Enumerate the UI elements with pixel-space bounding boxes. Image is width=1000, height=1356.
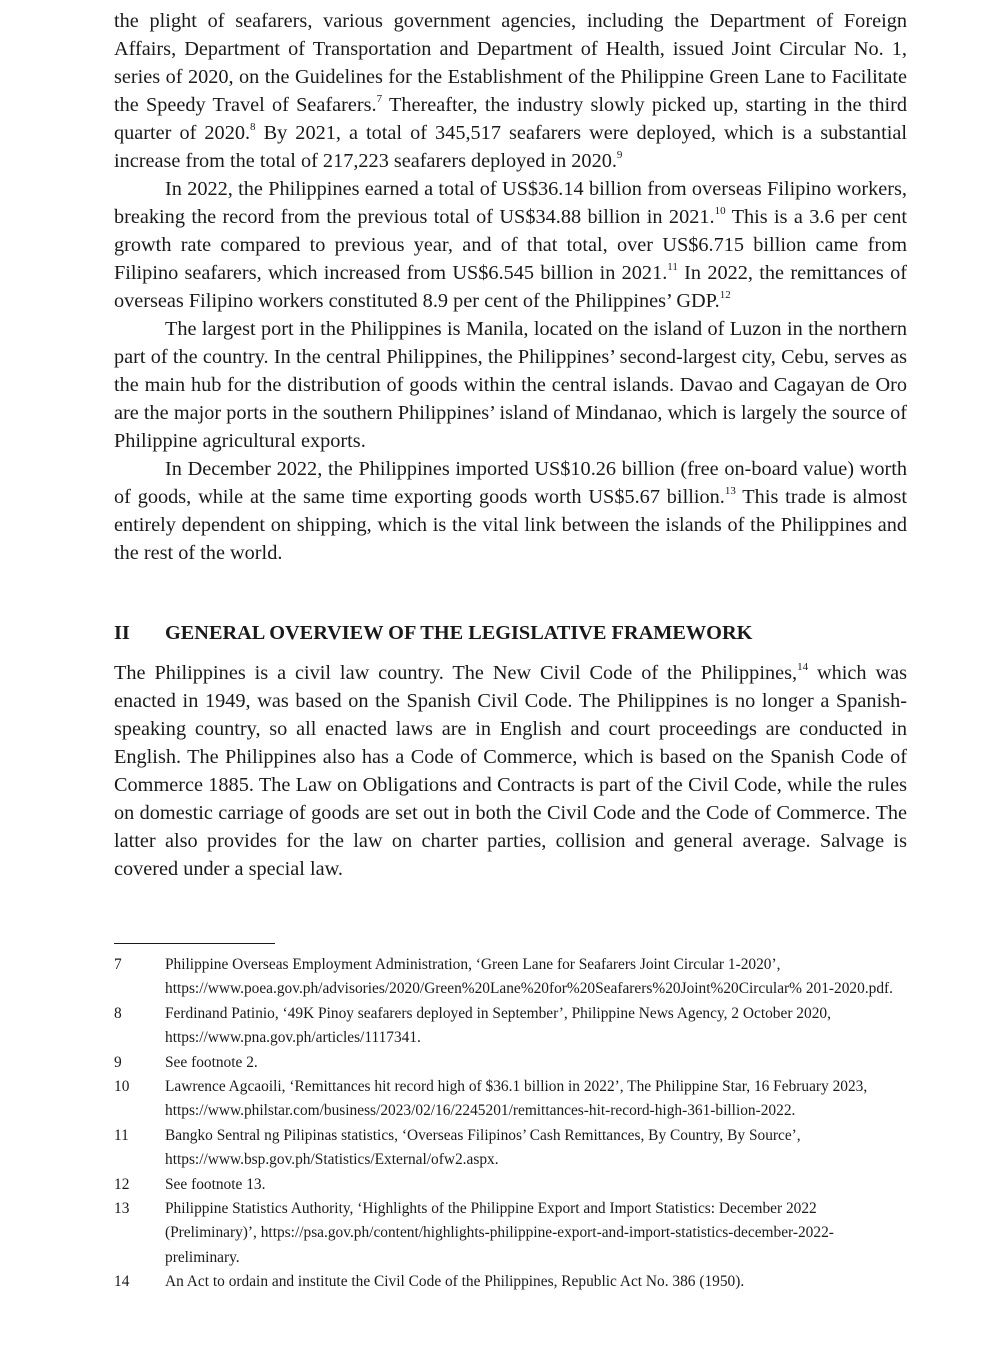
footnote-number: 9: [114, 1053, 122, 1071]
text-run: In 2022, the Philippines earned a total of US$36.14 billion from overseas Filipino workers, breaking the record from the previous total of US$34.88 billion in 2021.: [114, 178, 907, 228]
footnote-number: 7: [114, 956, 122, 973]
text-run: Thereafter, the industry slowly picked up, starting in the third quarter of 2020.: [114, 94, 907, 144]
footnote-reference: 12: [719, 289, 731, 302]
text-run: This trade is almost entirely dependent on shipping, which is the vital link between the islands of the Philippines and the rest of the world.: [114, 486, 907, 564]
text-run: the plight of seafarers, various government agencies, including the Department of Foreign Affairs, Department of Transportation and Department of Health, issued Joint Circular No. 1, series of 2020, on the Guidelines for the Establishment of the Philippine Green Lane to Facilitate the Speedy Travel of Seafarers.: [114, 10, 907, 116]
text-run: By 2021, a total of 345,517 seafarers were deployed, which is a substantial increase from the total of 217,223 seafarers deployed in 2020.: [114, 122, 907, 172]
footnote: [114, 1051, 907, 1075]
footnote: [114, 953, 907, 1002]
text-run: In December 2022, the Philippines imported US$10.26 billion (free on-board value) worth of goods, while at the same time exporting goods worth US$5.67 billion.: [114, 458, 907, 508]
footnote-text: Bangko Sentral ng Pilipinas statistics, ‘Overseas Filipinos’ Cash Remittances, By Country, By Source’, https://www.bsp.gov.ph/Statistics/External/ofw2.aspx.: [165, 1126, 801, 1169]
footnote-number: 12: [114, 1175, 130, 1193]
footnote: [114, 1270, 907, 1294]
page-body: [114, 0, 907, 883]
footnote-reference: 11: [667, 261, 678, 274]
footnote-reference: 9: [616, 149, 623, 162]
paragraph-civil-law: [114, 659, 907, 883]
footnote-number: 10: [114, 1078, 130, 1096]
footnote-reference: 10: [714, 205, 726, 218]
footnote-reference: 13: [724, 485, 736, 498]
footnote-text: Philippine Statistics Authority, ‘Highlights of the Philippine Export and Import Statistics: December 2022 (Preliminary)’, https://psa.gov.ph/content/highlights-philippine-export-and-import-statistics-december-2022-preliminary.: [165, 1200, 834, 1266]
footnotes: [114, 953, 907, 1295]
footnote: [114, 1002, 907, 1051]
paragraph-ports: [114, 315, 907, 455]
footnote: [114, 1173, 907, 1197]
footnote-number: 11: [114, 1126, 129, 1144]
footnote-divider: [114, 943, 275, 944]
footnote-number: 8: [114, 1004, 122, 1022]
footnote-reference: 14: [797, 661, 809, 674]
footnote-text: Philippine Overseas Employment Administration, ‘Green Lane for Seafarers Joint Circular 1-2020’, https://www.poea.gov.ph/advisories/2020/Green%20Lane%20for%20Seafarers%20Joint%20Circular% 201-2020.pdf.: [165, 956, 894, 998]
text-run: which was enacted in 1949, was based on the Spanish Civil Code. The Philippines is no longer a Spanish-speaking country, so all enacted laws are in English and court proceedings are conducted in English. The Philippines also has a Code of Commerce, which is based on the Spanish Code of Commerce 1885. The Law on Obligations and Contracts is part of the Civil Code, while the rules on domestic carriage of goods are set out in both the Civil Code and the Code of Commerce. The latter also provides for the law on charter parties, collision and general average. Salvage is covered under a special law.: [114, 662, 907, 880]
paragraph-trade: [114, 455, 907, 567]
footnote-text: Ferdinand Patinio, ‘49K Pinoy seafarers deployed in September’, Philippine News Agency, 2 October 2020, https://www.pna.gov.ph/articles/1117341.: [165, 1004, 831, 1047]
paragraph-remittances: [114, 175, 907, 315]
footnote: [114, 1197, 907, 1270]
footnote-reference: 7: [376, 93, 383, 106]
footnote-number: 13: [114, 1200, 130, 1218]
text-run: This is a 3.6 per cent growth rate compared to previous year, and of that total, over US$6.715 billion came from Filipino seafarers, which increased from US$6.545 billion in 2021.: [114, 206, 907, 284]
section-number: II: [114, 622, 130, 644]
footnote-text: See footnote 13.: [165, 1175, 266, 1193]
footnote-text: See footnote 2.: [165, 1053, 258, 1071]
footnote: [114, 1075, 907, 1124]
footnote-number: 14: [114, 1273, 130, 1291]
paragraph-seafarers: [114, 7, 907, 175]
footnote: [114, 1124, 907, 1173]
text-run: In 2022, the remittances of overseas Filipino workers constituted 8.9 per cent of the Philippines’ GDP.: [114, 262, 907, 312]
footnote-text: Lawrence Agcaoili, ‘Remittances hit record high of $36.1 billion in 2022’, The Philippine Star, 16 February 2023, https://www.philstar.com/business/2023/02/16/2245201/remittances-hit-record-high-361-billion-2022.: [165, 1078, 868, 1120]
text-run: The Philippines is a civil law country. The New Civil Code of the Philippines,: [114, 662, 798, 684]
section-heading: [114, 619, 907, 647]
section-title: GENERAL OVERVIEW OF THE LEGISLATIVE FRAMEWORK: [165, 622, 753, 644]
footnote-reference: 8: [250, 121, 256, 134]
footnote-text: An Act to ordain and institute the Civil Code of the Philippines, Republic Act No. 386 (1950).: [165, 1273, 745, 1291]
text-run: The largest port in the Philippines is Manila, located on the island of Luzon in the northern part of the country. In the central Philippines, the Philippines’ second-largest city, Cebu, serves as the main hub for the distribution of goods within the central islands. Davao and Cagayan de Oro are the major ports in the southern Philippines’ island of Mindanao, which is largely the source of Philippine agricultural exports.: [114, 318, 907, 452]
